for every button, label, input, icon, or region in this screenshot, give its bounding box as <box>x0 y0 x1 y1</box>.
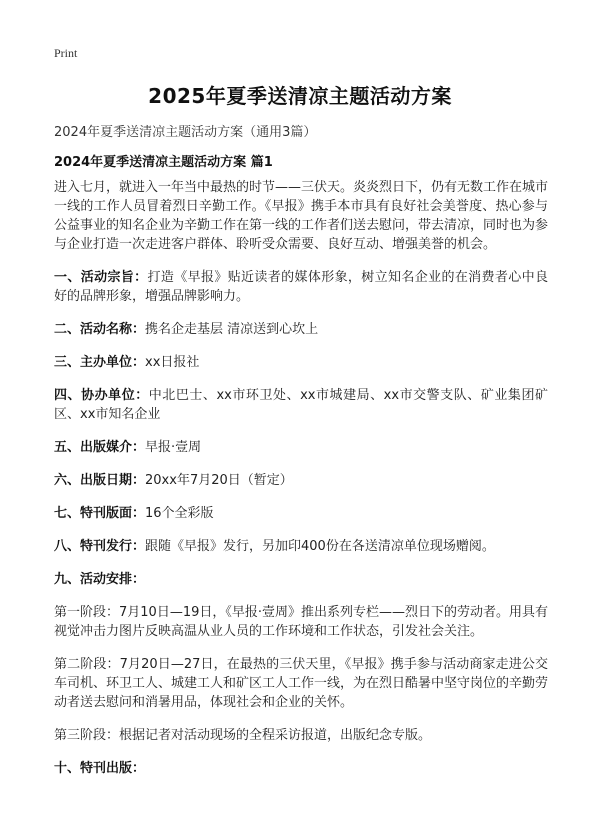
item-label: 二、活动名称： <box>54 322 146 337</box>
print-link[interactable]: Print <box>54 46 78 60</box>
item-text: 携名企走基层 清凉送到心坎上 <box>145 322 319 337</box>
item-text: 中北巴士、xx市环卫处、xx市城建局、xx市交警支队、矿业集团矿区、xx市知名企业 <box>54 388 548 422</box>
item-label: 一、活动宗旨： <box>54 270 148 285</box>
item-text: 打造《早报》贴近读者的媒体形象，树立知名企业的在消费者心中良好的品牌形象，增强品牌影响力。 <box>54 270 548 304</box>
item-date <box>54 471 548 490</box>
item-media <box>54 438 548 457</box>
item-text: 跟随《早报》发行，另加印400份在各送清凉单位现场赠阅。 <box>145 539 495 554</box>
arrangement-heading: 九、活动安排： <box>54 572 146 587</box>
item-pages <box>54 504 548 523</box>
item-text: 20xx年7月20日（暂定） <box>145 473 293 488</box>
item-label: 四、协办单位： <box>54 388 149 403</box>
document-subtitle: 2024年夏季送清凉主题活动方案（通用3篇） <box>54 125 317 140</box>
item-label: 五、出版媒介： <box>54 440 146 455</box>
intro-paragraph: 进入七月，就进入一年当中最热的时节——三伏天。炎炎烈日下，仍有无数工作在城市一线的工作人员冒着烈日辛勤工作。《早报》携手本市具有良好社会美誉度、热心参与公益事业的知名企业为辛勤工作在第一线的工作者们送去慰问，带去清凉，同时也为参与企业打造一次走进客户群体、聆听受众需要、良好互动、增强美誉的机会。 <box>54 180 549 252</box>
phase-paragraph: 第三阶段：根据记者对活动现场的全程采访报道，出版纪念专版。 <box>54 728 432 743</box>
item-label: 八、特刊发行： <box>54 539 146 554</box>
item-text: 早报·壹周 <box>145 440 202 455</box>
item-purpose <box>54 268 548 306</box>
item-text: 16个全彩版 <box>145 506 214 521</box>
item-text: xx日报社 <box>145 355 200 370</box>
item-name <box>54 320 548 339</box>
item-label: 六、出版日期： <box>54 473 146 488</box>
item-distribution <box>54 537 548 556</box>
special-issue-heading: 十、特刊出版： <box>54 761 146 776</box>
document-body <box>54 178 548 792</box>
item-organizer <box>54 353 548 372</box>
item-label: 三、主办单位： <box>54 355 146 370</box>
phase-paragraph: 第二阶段：7月20日—27日，在最热的三伏天里，《早报》携手参与活动商家走进公交车司机、环卫工人、城建工人和矿区工人工作一线，为在烈日酷暑中坚守岗位的辛勤劳动者送去慰问和消暑用品，体现社会和企业的关怀。 <box>54 657 549 710</box>
item-co-organizers <box>54 386 548 424</box>
section-heading: 2024年夏季送清凉主题活动方案 篇1 <box>54 155 273 170</box>
item-label: 七、特刊版面： <box>54 506 146 521</box>
phase-paragraph: 第一阶段：7月10日—19日，《早报·壹周》推出系列专栏——烈日下的劳动者。用具有视觉冲击力图片反映高温从业人员的工作环境和工作状态，引发社会关注。 <box>54 605 548 639</box>
page-title: 2025年夏季送清凉主题活动方案 <box>148 84 452 108</box>
